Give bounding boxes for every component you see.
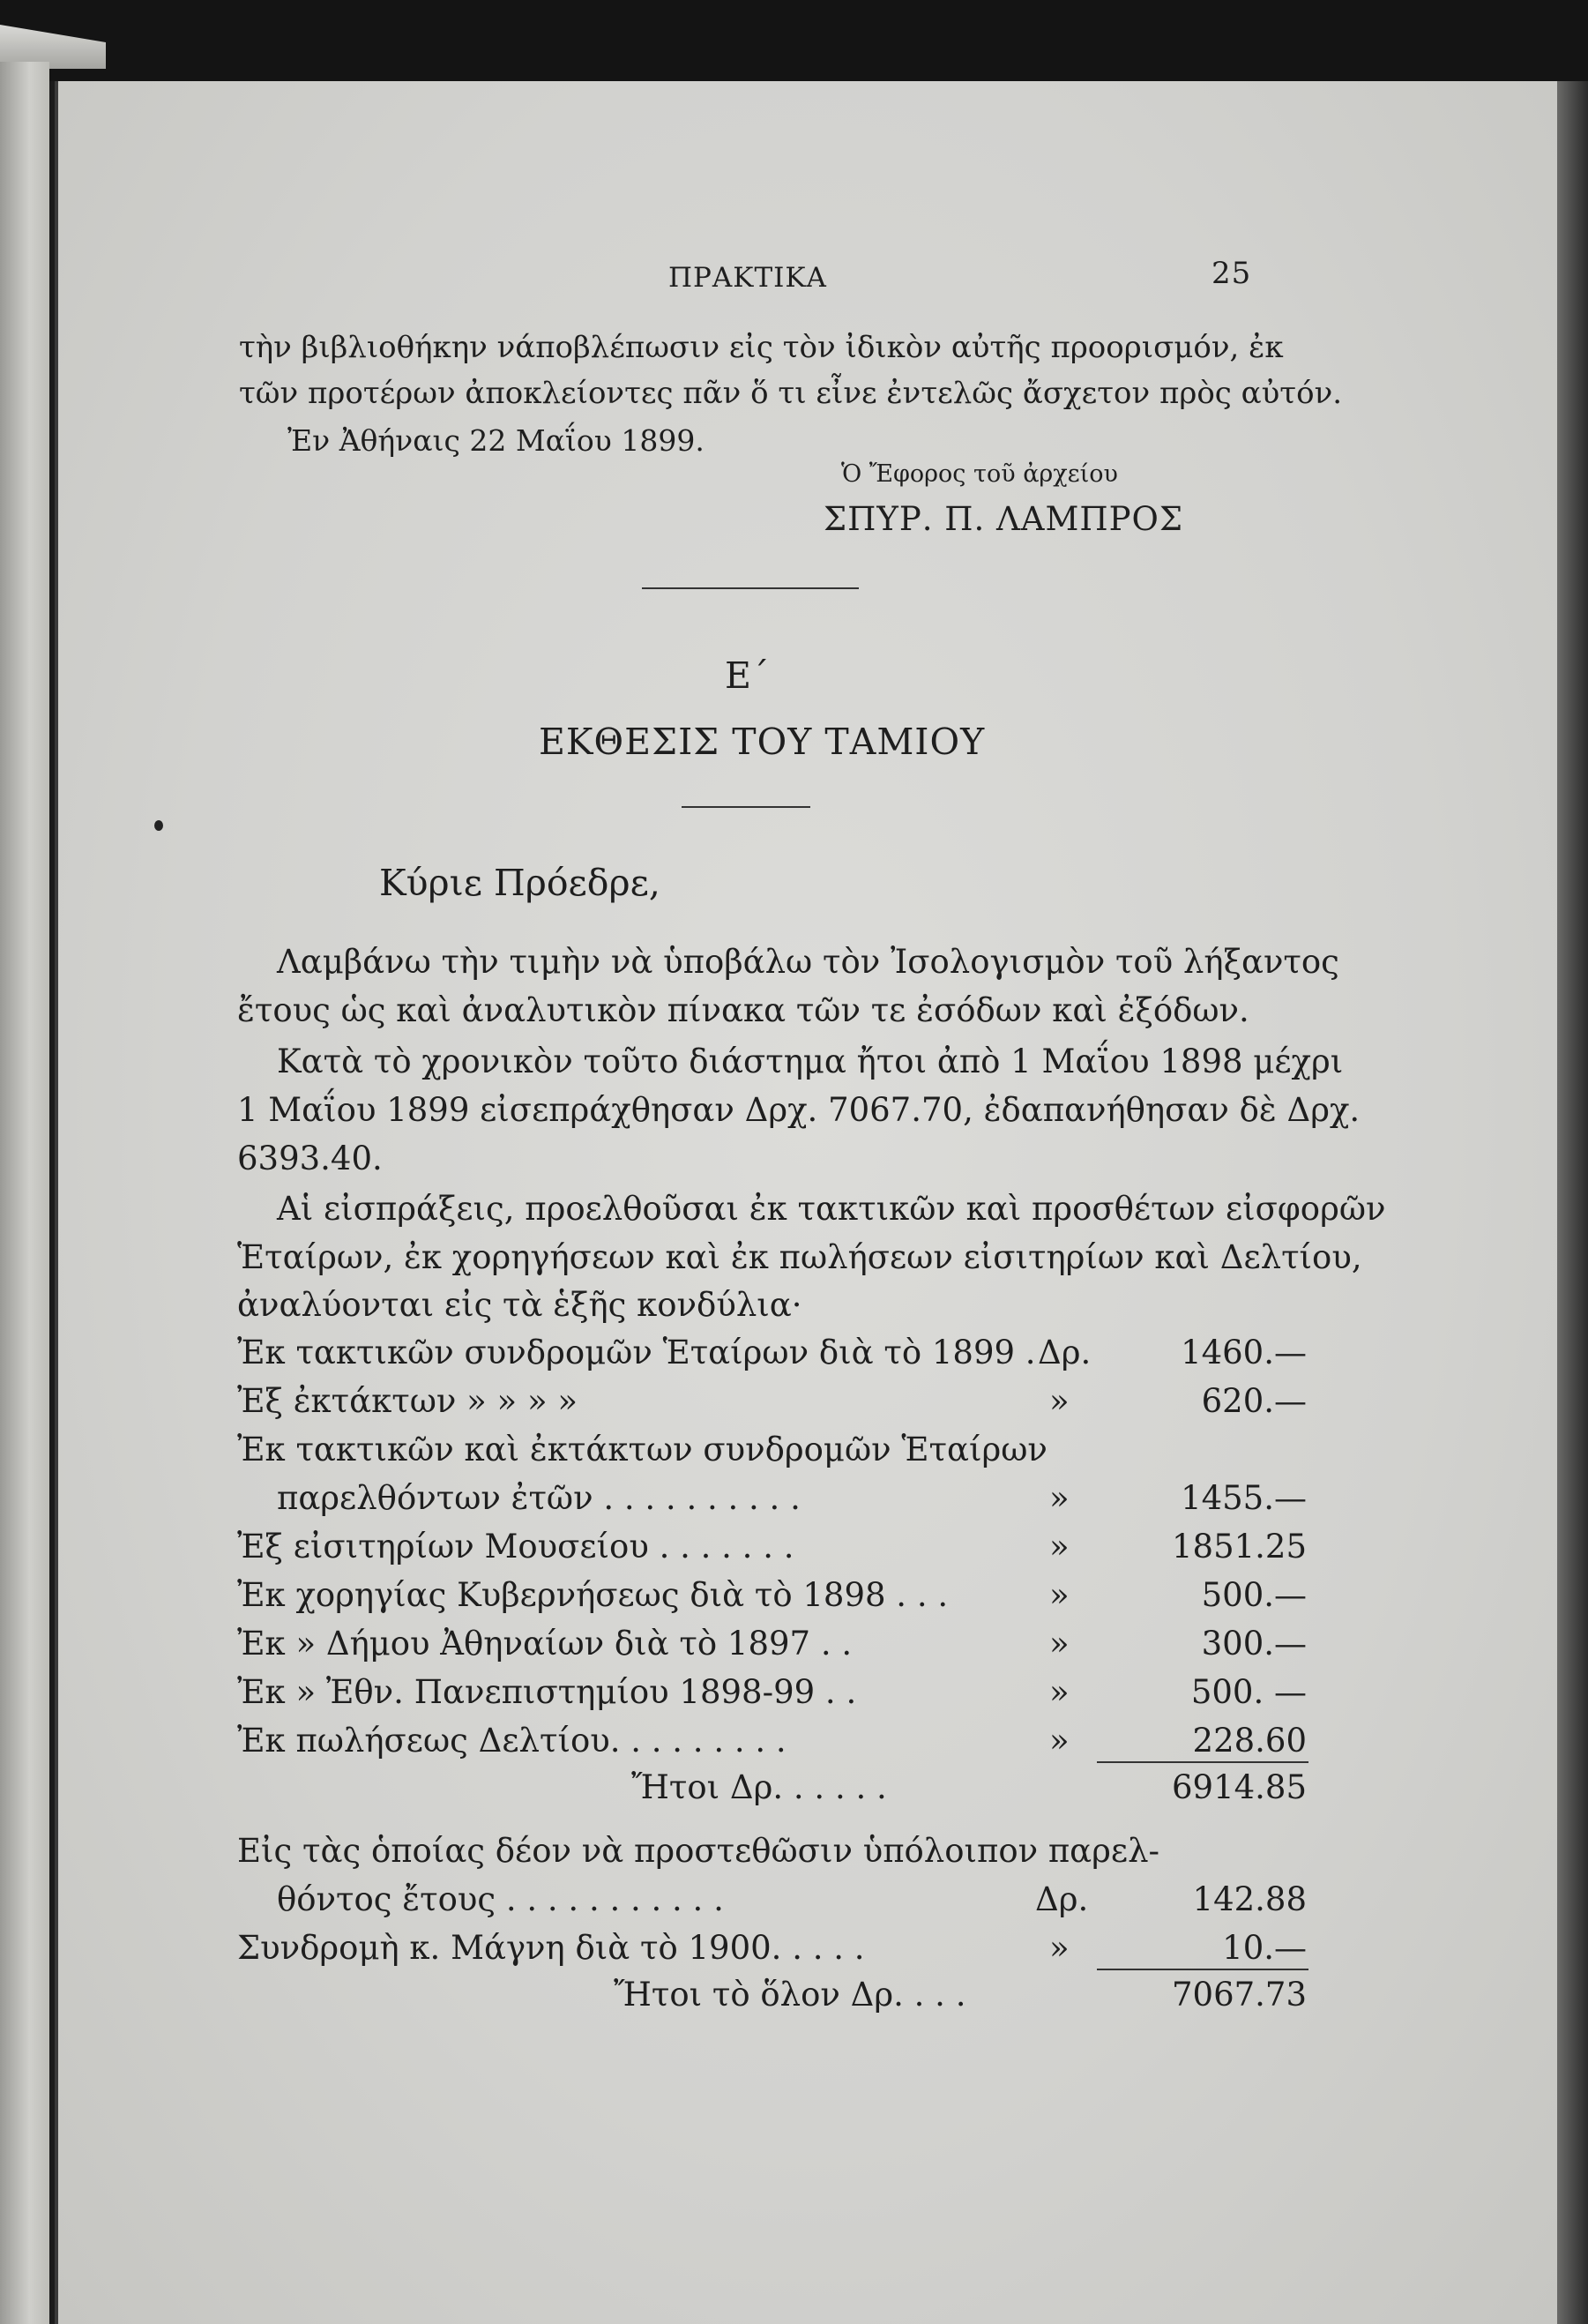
ledger-label: Ἐκ πωλήσεως Δελτίου. . . . . . . . .	[237, 1722, 787, 1760]
para2-line3: 6393.40.	[237, 1140, 383, 1177]
separator-rule	[642, 587, 859, 589]
ledger-amount: 620.—	[1201, 1382, 1307, 1420]
ledger-currency: »	[1049, 1722, 1070, 1760]
section-number: Ε΄	[725, 654, 770, 697]
ledger-amount: 10.—	[1222, 1929, 1307, 1967]
ledger-label: Ἐκ τακτικῶν συνδρομῶν Ἑταίρων διὰ τὸ 1899 .	[237, 1334, 1036, 1371]
ledger-label: Εἰς τὰς ὁποίας δέον νὰ προστεθῶσιν ὑπόλοιπον παρελ-	[237, 1832, 1160, 1870]
sum-rule	[1097, 1761, 1308, 1763]
ledger-amount: 300.—	[1201, 1625, 1307, 1663]
ledger-amount: 500. —	[1190, 1673, 1307, 1711]
ledger-currency: »	[1049, 1929, 1070, 1967]
page-number: 25	[1212, 256, 1252, 291]
adjacent-page-edge	[0, 62, 49, 2324]
ledger-subtotal-amount: 6914.85	[1171, 1768, 1307, 1806]
ledger-label: Ἐκ » Δήμου Ἀθηναίων διὰ τὸ 1897 . .	[237, 1625, 853, 1663]
ledger-currency: »	[1049, 1479, 1070, 1517]
scan-background-top	[0, 0, 1588, 81]
ledger-currency: »	[1049, 1625, 1070, 1663]
ledger-label: Ἐξ ἐκτάκτων » » » »	[237, 1382, 578, 1420]
ledger-amount: 1455.—	[1181, 1479, 1307, 1517]
total-rule	[1097, 1969, 1308, 1970]
signer-name: ΣΠΥΡ. Π. ΛΑΜΠΡΟΣ	[824, 500, 1184, 538]
ledger-currency: »	[1049, 1382, 1070, 1420]
ledger-amount: 1851.25	[1171, 1528, 1307, 1566]
ledger-currency: »	[1049, 1576, 1070, 1614]
ledger-amount: 142.88	[1192, 1880, 1307, 1918]
ledger-currency: »	[1049, 1528, 1070, 1566]
para2-line2: 1 Μαΐου 1899 εἰσεπράχθησαν Δρχ. 7067.70, ἐδαπανήθησαν δὲ Δρχ.	[237, 1091, 1361, 1129]
para3-line1: Αἱ εἰσπράξεις, προελθοῦσαι ἐκ τακτικῶν καὶ προσθέτων εἰσφορῶν	[277, 1190, 1386, 1228]
ledger-subtotal-label: Ἤτοι Δρ. . . . . .	[631, 1768, 887, 1806]
section-title: ΕΚΘΕΣΙΣ ΤΟΥ ΤΑΜΙΟΥ	[539, 721, 986, 763]
ledger-label: Ἐκ » Ἐθν. Πανεπιστημίου 1898-99 . .	[237, 1673, 857, 1711]
ledger-label: παρελθόντων ἐτῶν . . . . . . . . . .	[277, 1479, 801, 1517]
ink-mark	[154, 820, 163, 831]
ledger-total-amount: 7067.73	[1171, 1976, 1307, 2014]
ledger-amount: 1460.—	[1181, 1334, 1307, 1371]
ledger-currency: »	[1049, 1673, 1070, 1711]
prev-text-line1: τὴν βιβλιοθήκην νάποβλέπωσιν εἰς τὸν ἰδικὸν αὐτῆς προορισμόν, ἐκ	[239, 330, 1284, 365]
ledger-label: θόντος ἔτους . . . . . . . . . . .	[277, 1880, 724, 1918]
book-page	[55, 81, 1557, 2324]
ledger-currency: Δρ.	[1038, 1334, 1092, 1371]
para3-line3: ἀναλύονται εἰς τὰ ἑξῆς κονδύλια·	[237, 1286, 802, 1324]
ledger-label: Ἐκ τακτικῶν καὶ ἐκτάκτων συνδρομῶν Ἑταίρων	[237, 1431, 1047, 1468]
para2-line1: Κατὰ τὸ χρονικὸν τοῦτο διάστημα ἤτοι ἀπὸ 1 Μαΐου 1898 μέχρι	[277, 1042, 1344, 1080]
ledger-amount: 500.—	[1201, 1576, 1307, 1614]
scan-background-right	[1557, 81, 1588, 2324]
ledger-currency: Δρ.	[1035, 1880, 1089, 1918]
para3-line2: Ἑταίρων, ἐκ χορηγήσεων καὶ ἐκ πωλήσεων εἰσιτηρίων καὶ Δελτίου,	[237, 1238, 1362, 1276]
ledger-label: Ἐξ εἰσιτηρίων Μουσείου . . . . . . .	[237, 1528, 794, 1566]
para1-line1: Λαμβάνω τὴν τιμὴν νὰ ὑποβάλω τὸν Ἰσολογισμὸν τοῦ λήξαντος	[277, 943, 1339, 981]
prev-text-line2: τῶν προτέρων ἀποκλείοντες πᾶν ὅ τι εἶνε ἐντελῶς ἄσχετον πρὸς αὐτόν.	[239, 376, 1343, 411]
ledger-label: Συνδρομὴ κ. Μάγνη διὰ τὸ 1900. . . . .	[237, 1929, 865, 1967]
ledger-amount: 228.60	[1192, 1722, 1307, 1760]
title-underline	[682, 806, 810, 808]
salutation: Κύριε Πρόεδρε,	[379, 862, 660, 904]
date-line: Ἐν Ἀθήναις 22 Μαΐου 1899.	[287, 423, 705, 458]
para1-line2: ἔτους ὡς καὶ ἀναλυτικὸν πίνακα τῶν τε ἐσόδων καὶ ἐξόδων.	[237, 991, 1249, 1029]
running-title: ΠΡΑΚΤΙΚΑ	[668, 262, 827, 294]
ledger-label: Ἐκ χορηγίας Κυβερνήσεως διὰ τὸ 1898 . . .	[237, 1576, 949, 1614]
signer-title: Ὁ Ἔφορος τοῦ ἀρχείου	[841, 460, 1118, 488]
ledger-total-label: Ἤτοι τὸ ὅλον Δρ. . . .	[614, 1976, 966, 2014]
